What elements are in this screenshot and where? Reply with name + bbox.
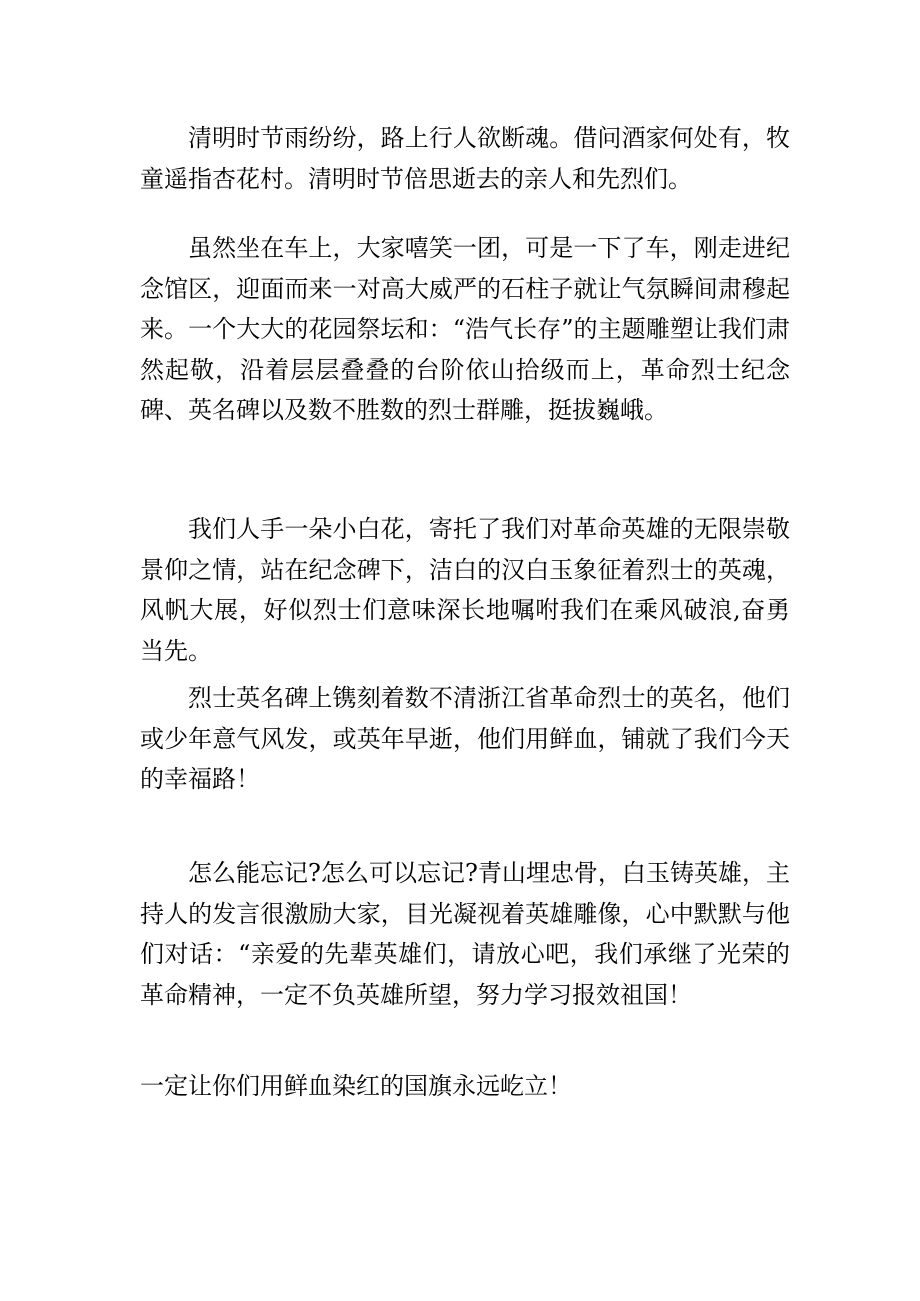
- paragraph-qingming-poem: 清明时节雨纷纷，路上行人欲断魂。借问酒家何处有，牧童遥指杏花村。清明时节倍思逝去的亲人和先烈们。: [140, 124, 790, 193]
- paragraph-names-monument: 烈士英名碑上镌刻着数不清浙江省革命烈士的英名，他们或少年意气风发，或英年早逝，他们用鲜血，铺就了我们今天的幸福路！: [140, 684, 790, 793]
- paragraph-memorial-arrival: 虽然坐在车上，大家嘻笑一团，可是一下了车，刚走进纪念馆区，迎面而来一对高大威严的石柱子就让气氛瞬间肃穆起来。一个大大的花园祭坛和：“浩气长存”的主题雕塑让我们肃然起敬，沿着层层叠叠的台阶依山拾级而上，革命烈士纪念碑、英名碑以及数不胜数的烈士群雕，挺拔巍峨。: [140, 234, 790, 424]
- paragraph-closing-line: 一定让你们用鲜血染红的国旗永远屹立！: [140, 1072, 572, 1100]
- paragraph-remembrance: 怎么能忘记?怎么可以忘记?青山埋忠骨，白玉铸英雄，主持人的发言很激励大家，目光凝视着英雄雕像，心中默默与他们对话：“亲爱的先辈英雄们，请放心吧，我们承继了光荣的革命精神，一定不负英雄所望，努力学习报效祖国！: [140, 859, 790, 1009]
- paragraph-white-flowers: 我们人手一朵小白花，寄托了我们对革命英雄的无限崇敬景仰之情，站在纪念碑下，洁白的汉白玉象征着烈士的英魂，风帆大展，好似烈士们意味深长地嘱咐我们在乘风破浪,奋勇当先。: [140, 515, 790, 665]
